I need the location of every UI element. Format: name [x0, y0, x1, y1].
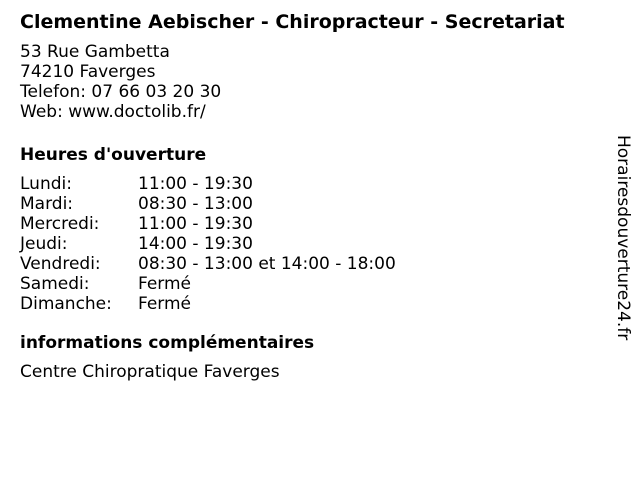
day-hours: 08:30 - 13:00 et 14:00 - 18:00 [138, 254, 396, 274]
hours-row-thursday [20, 234, 610, 254]
day-label: Samedi: [20, 274, 90, 294]
day-hours: 11:00 - 19:30 [138, 214, 253, 234]
phone-number: Telefon: 07 66 03 20 30 [20, 82, 222, 102]
website: Web: www.doctolib.fr/ [20, 102, 206, 122]
info-heading: informations complémentaires [20, 333, 315, 353]
city-postcode: 74210 Faverges [20, 62, 156, 82]
hours-heading: Heures d'ouverture [20, 145, 207, 165]
day-label: Lundi: [20, 174, 72, 194]
site-watermark: Horairesdouverture24.fr [613, 135, 633, 341]
hours-row-tuesday [20, 194, 610, 214]
day-hours: Fermé [138, 274, 192, 294]
day-label: Vendredi: [20, 254, 101, 274]
day-hours: 11:00 - 19:30 [138, 174, 253, 194]
day-label: Jeudi: [20, 234, 68, 254]
info-text: Centre Chiropratique Faverges [20, 362, 280, 382]
business-card [20, 10, 610, 382]
day-label: Mercredi: [20, 214, 100, 234]
hours-table [20, 174, 610, 314]
day-hours: Fermé [138, 294, 192, 314]
hours-row-sunday [20, 294, 610, 314]
hours-row-wednesday [20, 214, 610, 234]
day-hours: 08:30 - 13:00 [138, 194, 253, 214]
day-label: Dimanche: [20, 294, 112, 314]
hours-row-friday [20, 254, 610, 274]
hours-row-monday [20, 174, 610, 194]
day-label: Mardi: [20, 194, 74, 214]
day-hours: 14:00 - 19:30 [138, 234, 253, 254]
business-title: Clementine Aebischer - Chiropracteur - Secretariat [20, 11, 565, 33]
hours-row-saturday [20, 274, 610, 294]
contact-block [20, 42, 610, 122]
street-address: 53 Rue Gambetta [20, 42, 170, 62]
